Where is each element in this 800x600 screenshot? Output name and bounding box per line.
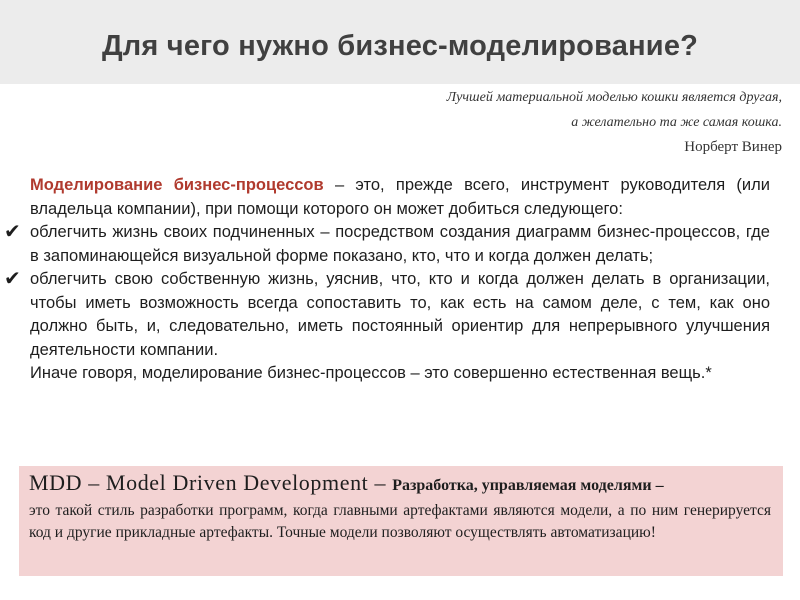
mdd-heading [29, 469, 771, 500]
mdd-description: это такой стиль разработки программ, когда главными артефактами являются модели, а по ним генерируется код и другие прикладные артефакты. Точные модели позволяют осуществлять автоматизацию! [29, 502, 771, 541]
epigraph-line-1: Лучшей материальной моделью кошки является другая, [446, 90, 782, 105]
conclusion-paragraph: Иначе говоря, моделирование бизнес-процессов – это совершенно естественная вещь.* [30, 364, 712, 382]
bullet-text: облегчить свою собственную жизнь, уяснив, что, кто и когда должен делать в организации, чтобы иметь возможность всегда сопоставить то, как есть на самом деле, с тем, как оно должно быть, и, следовательно, иметь постоянный ориентир для непрерывного улучшения деятельности компании. [30, 270, 770, 359]
mdd-definition-box [19, 466, 783, 576]
checkmark-icon: ✔ [4, 268, 21, 290]
bullet-item [4, 268, 770, 362]
bullet-item [4, 221, 770, 268]
epigraph-author: Норберт Винер [684, 139, 782, 155]
epigraph-line-2: а желательно та же самая кошка. [571, 115, 782, 130]
bullet-text: облегчить жизнь своих подчиненных – посредством создания диаграмм бизнес-процессов, где в запоминающейся визуальной форме показано, кто, что и когда должен делать; [30, 223, 770, 265]
slide-title: Для чего нужно бизнес-моделирование? [101, 30, 699, 62]
main-text [4, 174, 770, 386]
lead-term: Моделирование бизнес-процессов [30, 176, 324, 194]
intro-paragraph [30, 174, 770, 221]
checkmark-icon: ✔ [4, 221, 21, 243]
mdd-acronym: MDD – Model Driven Development – [29, 470, 393, 495]
intro-text: – это, прежде всего, инструмент руководителя (или владельца компании), при помощи которого он может добиться следующего: [30, 176, 770, 218]
mdd-translation: Разработка, управляемая моделями – [392, 477, 664, 494]
